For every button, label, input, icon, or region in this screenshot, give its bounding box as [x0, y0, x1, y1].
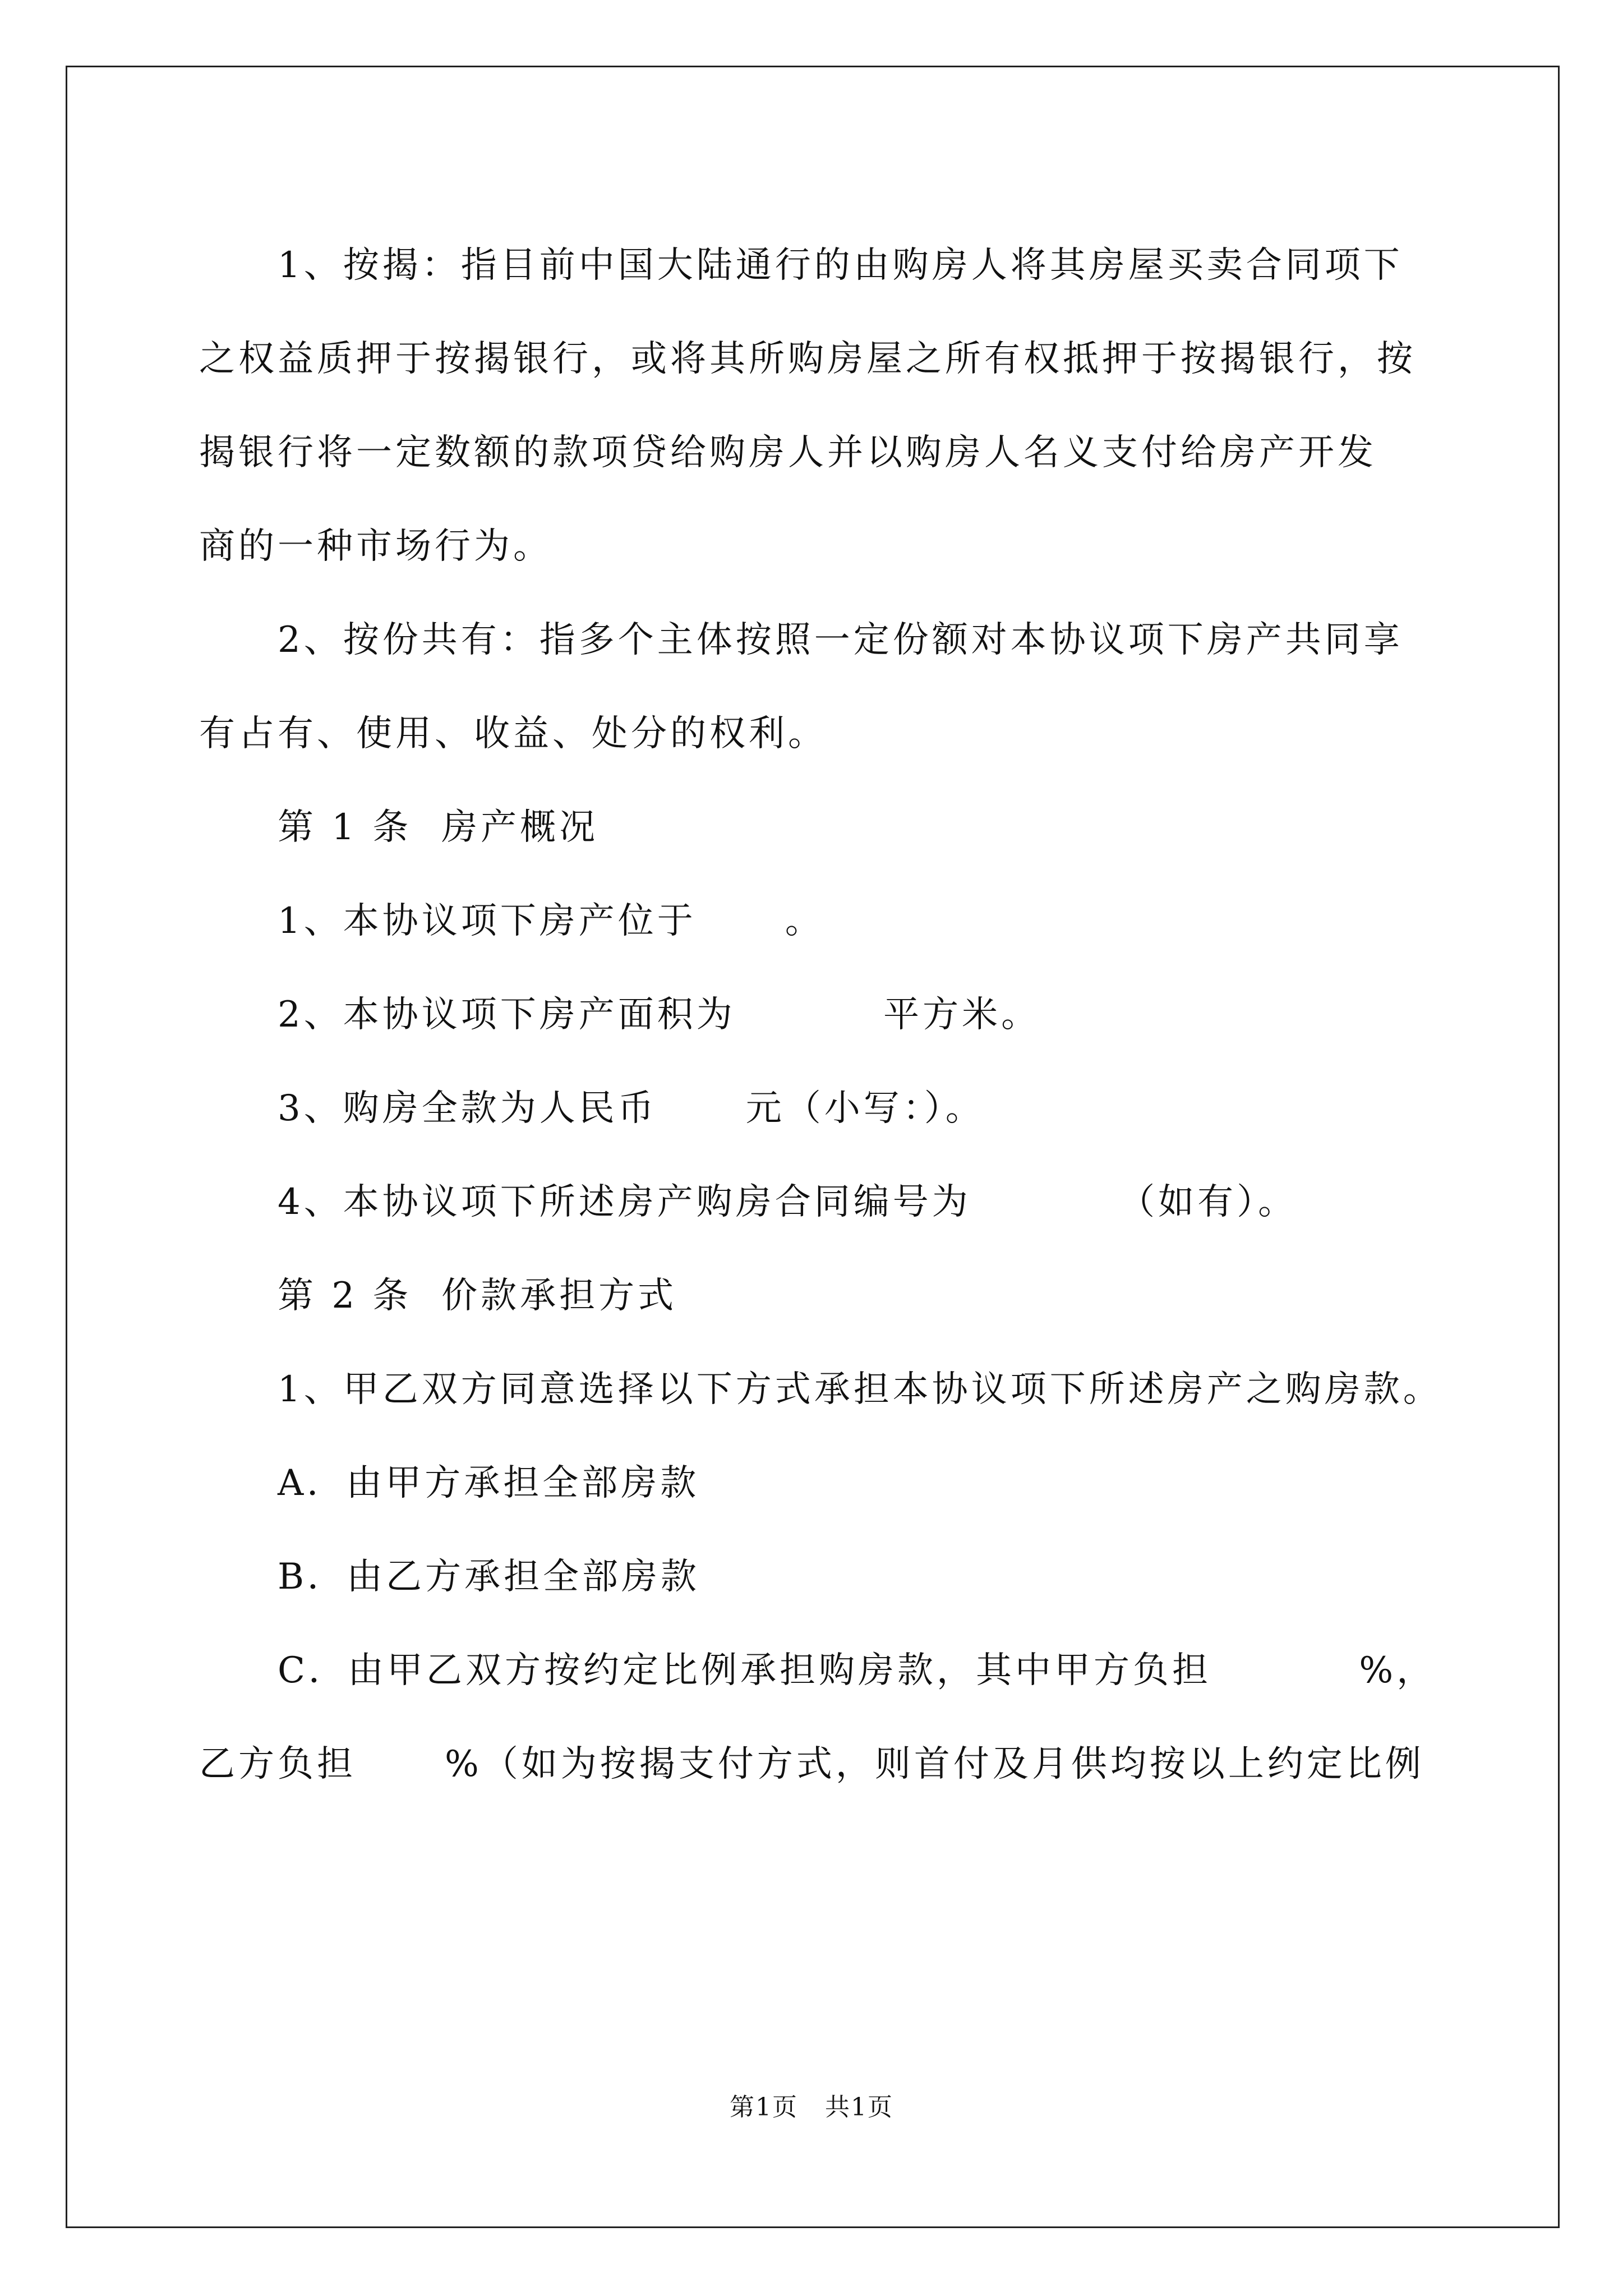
paragraph-line: 4、本协议项下所述房产购房合同编号为 （如有）。: [278, 1181, 1298, 1223]
paragraph-line: 1、本协议项下房产位于 。: [278, 900, 824, 942]
paragraph-line: 乙方负担 %（如为按揭支付方式，则首付及月供均按以上约定比例: [199, 1743, 1424, 1785]
document-body: [199, 219, 1442, 1811]
paragraph-line: 1、按揭：指目前中国大陆通行的由购房人将其房屋买卖合同项下: [278, 245, 1403, 286]
paragraph-line: 之权益质押于按揭银行，或将其所购房屋之所有权抵押于按揭银行，按: [199, 338, 1416, 380]
paragraph-line: 3、购房全款为人民币 元（小写：）。: [278, 1088, 985, 1129]
section-heading: 第 1 条 房产概况: [278, 807, 599, 848]
paragraph-line: 1、甲乙双方同意选择以下方式承担本协议项下所述房产之购房款。: [278, 1369, 1442, 1410]
option-line: B．由乙方承担全部房款: [278, 1556, 700, 1598]
paragraph-line: 商的一种市场行为。: [199, 526, 552, 567]
option-line: C．由甲乙双方按约定比例承担购房款，其中甲方负担 %，: [278, 1650, 1436, 1691]
paragraph-line: 2、本协议项下房产面积为 平方米。: [278, 994, 1041, 1036]
section-heading: 第 2 条 价款承担方式: [278, 1275, 677, 1317]
page-footer: 第1页 共1页: [730, 2093, 893, 2122]
paragraph-line: 揭银行将一定数额的款项贷给购房人并以购房人名义支付给房产开发: [199, 432, 1377, 473]
option-line: A．由甲方承担全部房款: [278, 1462, 700, 1504]
paragraph-line: 有占有、使用、收益、处分的权利。: [199, 713, 827, 754]
paragraph-line: 2、按份共有：指多个主体按照一定份额对本协议项下房产共同享: [278, 619, 1403, 661]
